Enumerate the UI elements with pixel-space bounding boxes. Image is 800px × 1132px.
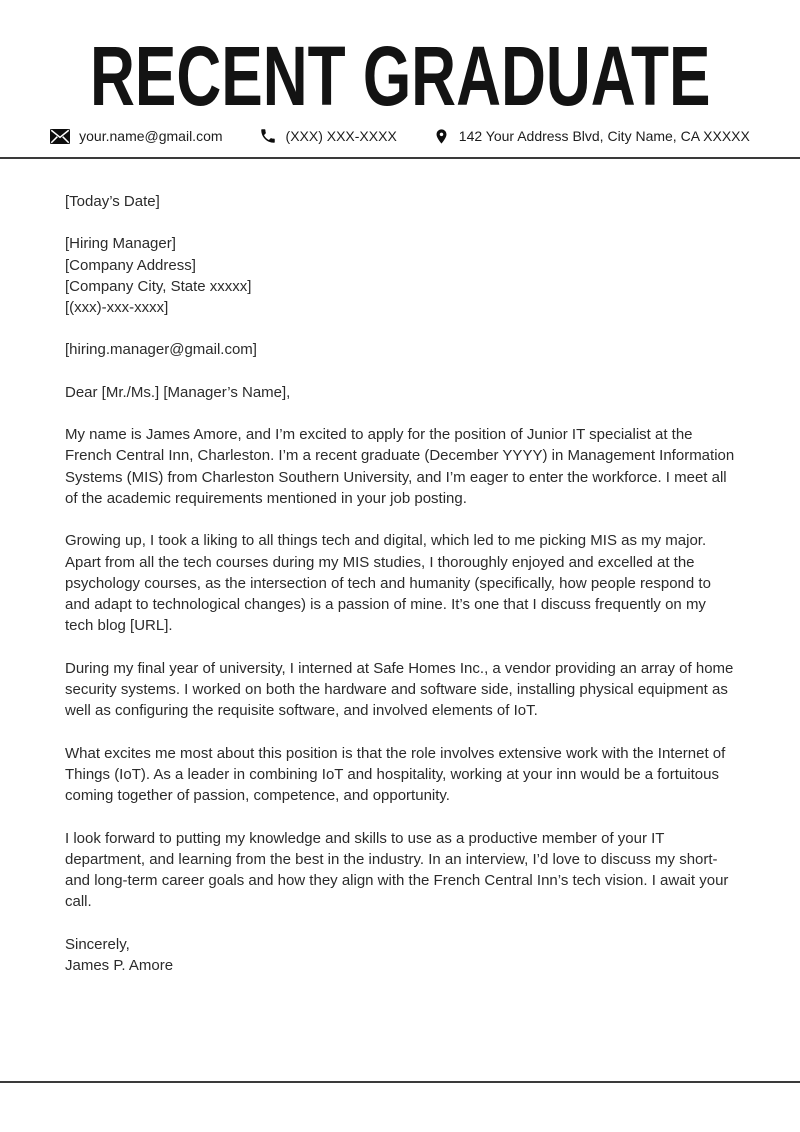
phone-icon <box>259 127 277 145</box>
recipient-block <box>65 233 735 318</box>
closing-line: Sincerely, <box>65 935 130 953</box>
footer-divider <box>0 1081 800 1083</box>
email-icon <box>50 129 70 144</box>
contact-item-address <box>433 126 750 147</box>
contact-email-text: your.name@gmail.com <box>79 128 223 144</box>
recipient-email-line: [hiring.manager@gmail.com] <box>65 341 257 359</box>
location-icon <box>433 126 450 147</box>
body-paragraph: During my final year of university, I interned at Safe Homes Inc., a vendor providing an array of home security systems. I worked on both the hardware and software side, installing physical equipment as well as configuring the requisite software, and involved elements of IoT. <box>65 659 734 720</box>
contact-bar <box>0 123 800 149</box>
recipient-line: [Company Address] <box>65 256 196 274</box>
signature-name: James P. Amore <box>65 957 174 975</box>
contact-phone-text: (XXX) XXX-XXXX <box>285 128 397 144</box>
contact-address-text: 142 Your Address Blvd, City Name, CA XXXXX <box>458 128 750 144</box>
page-title <box>0 29 800 123</box>
header <box>0 0 800 159</box>
salutation: Dear [Mr./Ms.] [Manager’s Name], <box>65 383 291 401</box>
body-paragraph: My name is James Amore, and I’m excited to apply for the position of Junior IT specialist at the French Central Inn, Charleston. I’m a recent graduate (December YYYY) in Management Information Systems (MIS) from Charleston Southern University, and I’m eager to enter the workforce. I meet all of the academic requirements mentioned in your job posting. <box>65 426 735 507</box>
body-paragraph: I look forward to putting my knowledge and skills to use as a productive member of your IT department, and learning from the best in the industry. In an interview, I’d love to discuss my short- and long-term career goals and how they align with the French Central Inn’s tech vision. I await your call. <box>65 829 729 911</box>
contact-item-phone <box>259 127 397 145</box>
recipient-line: [Company City, State xxxxx] <box>65 277 252 295</box>
body-paragraph: What excites me most about this position is that the role involves extensive work with the Internet of Things (IoT). As a leader in combining IoT and hospitality, working at your inn would be a fortuitous coming together of passion, competence, and opportunity. <box>65 744 726 805</box>
letter-body <box>0 159 800 976</box>
recipient-line: [(xxx)-xxx-xxxx] <box>65 299 169 317</box>
date-line: [Today’s Date] <box>65 193 160 210</box>
contact-item-email <box>50 128 222 144</box>
closing-block <box>65 934 735 977</box>
page-title-text: RECENT GRADUATE <box>89 29 711 123</box>
recipient-line: [Hiring Manager] <box>65 235 176 253</box>
body-paragraph: Growing up, I took a liking to all things tech and digital, which led to me picking MIS as my major. Apart from all the tech courses during my MIS studies, I thoroughly enjoyed and excelled at the psychology courses, as the intersection of tech and humanity (specifically, how people respond to and adapt to technological changes) is a passion of mine. It’s one that I discuss frequently on my tech blog [URL]. <box>65 532 711 635</box>
